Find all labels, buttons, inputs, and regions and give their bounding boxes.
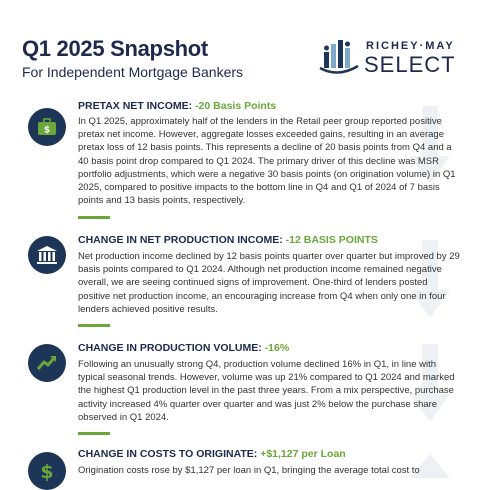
company-logo — [318, 38, 468, 80]
trending-up-icon — [28, 344, 66, 382]
section-title — [78, 234, 378, 246]
section-divider — [78, 432, 110, 435]
section-divider — [78, 216, 110, 219]
section-title-value: -20 Basis Points — [195, 100, 277, 112]
section-title-value: -12 BASIS POINTS — [285, 234, 378, 246]
logo-bottom-text: SELECT — [364, 52, 456, 77]
logo-top-text: RICHEY·MAY — [366, 40, 455, 52]
page-title: Q1 2025 Snapshot — [22, 36, 208, 61]
svg-text:$: $ — [40, 461, 54, 483]
svg-text:$: $ — [43, 125, 51, 136]
section-title-label: CHANGE IN COSTS TO ORIGINATE: — [78, 448, 261, 460]
section-body: Net production income declined by 12 basis points quarter over quarter but improved by 29 basis points compared to Q1 2024. Although net production income remained negative overall, we are seeing continued signs of improvement. One-third of lenders posted positive net production income, an encouraging increase from Q4 when only one in four lenders achieved positive results. — [78, 251, 460, 315]
section-body: Origination costs rose by $1,127 per loan in Q1, bringing the average total cost to — [78, 465, 420, 476]
section-body: In Q1 2025, approximately half of the lenders in the Retail peer group reported positive pretax net income. However, aggregate losses exceeded gains, resulting in an average pretax loss of 12 basis points. This represents a decline of 20 basis points from Q4 and a 40 basis point drop compared to Q1 2024. The primary driver of this decline was MSR portfolio adjustments, which were a negative 30 basis points (on origination volume) in Q1 2025, compared to positive impacts to the bottom line in Q4 and Q1 of 2024 of 7 basis points and 13 basis points, respectively. — [78, 116, 456, 207]
bank-building-icon — [28, 236, 66, 274]
section-title-value: +$1,127 per Loan — [260, 448, 346, 460]
section-net-production-income — [0, 232, 480, 332]
page-subtitle: For Independent Mortgage Bankers — [22, 64, 244, 80]
section-title-value: -16% — [264, 342, 290, 354]
section-title-label: PRETAX NET INCOME: — [78, 100, 196, 112]
section-title-label: CHANGE IN PRODUCTION VOLUME: — [78, 342, 265, 354]
section-divider — [78, 324, 110, 327]
section-costs-to-originate — [0, 446, 480, 483]
briefcase-money-icon — [28, 108, 66, 146]
section-title — [78, 342, 289, 354]
section-body: Following an unusually strong Q4, production volume declined 16% in Q1, in line with typical seasonal trends. However, volume was up 21% compared to Q1 2024 and marked the highest Q1 production level in the past three years. From a mix perspective, purchase activity increased 4% quarter over quarter and was just 2% below the purchase share observed in Q1 2024. — [78, 359, 455, 423]
section-title — [78, 100, 276, 112]
dollar-icon — [28, 452, 66, 490]
section-title-label: CHANGE IN NET PRODUCTION INCOME: — [78, 234, 286, 246]
section-production-volume — [0, 340, 480, 440]
logo-bars-icon — [318, 38, 362, 78]
section-pretax-net-income — [0, 96, 480, 226]
section-title — [78, 448, 346, 460]
